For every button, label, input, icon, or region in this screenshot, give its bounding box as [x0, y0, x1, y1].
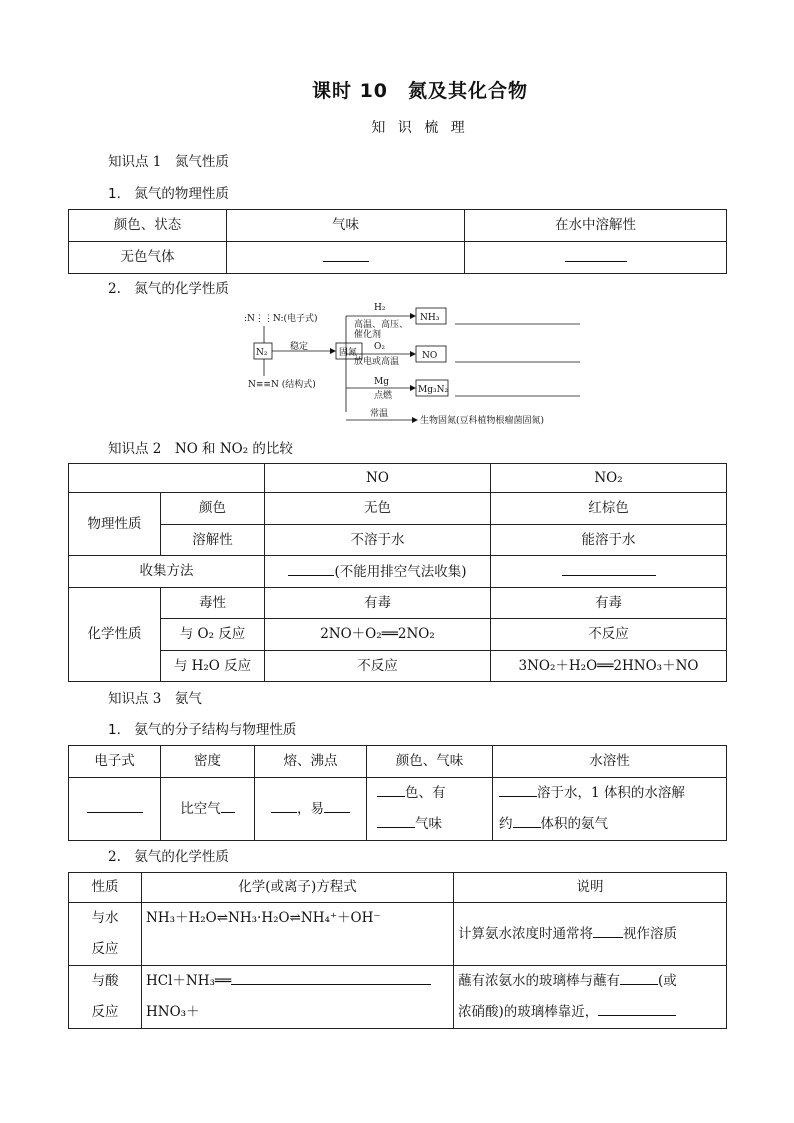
row-group-label: 物理性质 [69, 493, 161, 556]
row-label: 毒性 [161, 588, 265, 619]
header-cell: 性质 [69, 873, 142, 903]
cell-text: 比空气 [180, 801, 221, 818]
header-cell: 熔、沸点 [255, 746, 367, 778]
no-label: NO [422, 351, 438, 361]
cell-text: 色、有 [405, 785, 446, 801]
cell-text: 溶于水，1 体积的水溶解 [537, 785, 685, 801]
cell: 红棕色 [491, 493, 727, 525]
cell-text: HCl＋NH₃══ [146, 973, 232, 989]
cell-text: 约 [499, 816, 513, 832]
blank-cell[interactable] [69, 778, 161, 841]
cell: 不溶于水 [265, 525, 491, 556]
cell-text: HNO₃＋ [146, 1004, 200, 1020]
mg-label: Mg [374, 377, 389, 387]
n2-label: N₂ [256, 348, 268, 358]
header-cell: 颜色、气味 [367, 746, 493, 778]
blank-cell[interactable] [491, 556, 727, 588]
section-subtitle: 知 识 梳 理 [371, 120, 469, 136]
kp3-s1: 1. 氨气的分子结构与物理性质 [108, 722, 297, 738]
header-cell: 水溶性 [493, 746, 727, 778]
cell: 2NO＋O₂══2NO₂ [265, 619, 491, 651]
cell: 有毒 [491, 588, 727, 619]
row-label: 溶解性 [161, 525, 265, 556]
header-cell: 密度 [161, 746, 255, 778]
cell-text: 视作溶质 [623, 926, 677, 943]
header-cell: NO₂ [491, 464, 727, 493]
o2-cond: 放电或高温 [354, 357, 400, 367]
cell: 3NO₂＋H₂O══2HNO₃＋NO [491, 651, 727, 682]
mg-cond: 点燃 [374, 391, 393, 401]
row-label: 与 O₂ 反应 [161, 619, 265, 651]
o2-label: O₂ [374, 342, 385, 352]
density-cell[interactable] [161, 778, 255, 841]
arrowhead [410, 385, 416, 391]
kp3-s2: 2. 氨气的化学性质 [108, 849, 229, 865]
cell-text: 浓硝酸)的玻璃棒靠近， [458, 1004, 599, 1020]
equation-cell[interactable] [142, 966, 454, 1029]
empty-cell [69, 464, 265, 493]
row-label: 与 H₂O 反应 [161, 651, 265, 682]
row-label: 颜色 [161, 493, 265, 525]
kp1-s1: 1. 氮气的物理性质 [108, 186, 229, 202]
cell: 不反应 [265, 651, 491, 682]
cell-text: 体积的氨气 [540, 816, 608, 832]
row-label [69, 966, 142, 1029]
electron-formula: :N⋮⋮N:(电子式) [244, 314, 318, 324]
n2-chemistry-diagram [240, 300, 590, 430]
label-line: 与水 [91, 910, 119, 926]
h2-label: H₂ [374, 303, 386, 313]
note-cell[interactable] [454, 903, 727, 966]
kp3-heading: 知识点 3 氨气 [108, 691, 202, 707]
cell-state: 无色气体 [69, 242, 227, 274]
label-line: 与酸 [91, 973, 119, 989]
n2-physical-table [68, 209, 727, 274]
cell: 无色 [265, 493, 491, 525]
arrowhead [330, 348, 336, 354]
cell-text: 气味 [415, 816, 442, 832]
header-cell: 化学(或离子)方程式 [142, 873, 454, 903]
row-label [69, 903, 142, 966]
kp1-s2: 2. 氮气的化学性质 [108, 281, 229, 297]
stable-label: 稳定 [290, 342, 309, 352]
header-cell: 颜色、状态 [69, 210, 227, 242]
arrowhead [412, 417, 418, 423]
color-cell[interactable] [367, 778, 493, 841]
mg3n2-label: Mg₃N₂ [418, 385, 449, 395]
bio-label: 生物固氮(豆科植物根瘤菌固氮) [420, 416, 545, 426]
cell-text: 计算氨水浓度时通常将 [458, 926, 593, 943]
structural-formula: N≡≡N (结构式) [248, 380, 316, 390]
header-cell: 在水中溶解性 [465, 210, 727, 242]
cell-text: ，易 [297, 801, 324, 818]
row-group-label: 化学性质 [69, 588, 161, 682]
page-title: 课时 10 氮及其化合物 [311, 80, 529, 102]
row-label: 收集方法 [69, 556, 265, 588]
h2-cond2: 催化剂 [354, 330, 382, 340]
header-cell: 气味 [227, 210, 465, 242]
nh3-physical-table [68, 745, 727, 841]
normal-label: 常温 [370, 409, 389, 419]
label-line: 反应 [91, 1004, 119, 1020]
blank-cell[interactable] [465, 242, 727, 274]
kp1-heading: 知识点 1 氮气性质 [108, 154, 229, 170]
cell-text: (或 [658, 973, 677, 989]
solubility-cell[interactable] [493, 778, 727, 841]
fix-label: 固氮 [339, 348, 358, 358]
header-cell: NO [265, 464, 491, 493]
blank-cell[interactable] [227, 242, 465, 274]
arrowhead [410, 313, 416, 319]
cell-text: (不能用排空气法收集) [334, 563, 467, 580]
header-cell: 电子式 [69, 746, 161, 778]
cell: 能溶于水 [491, 525, 727, 556]
label-line: 反应 [91, 941, 119, 957]
kp2-heading: 知识点 2 NO 和 NO₂ 的比较 [108, 441, 293, 457]
blank-cell[interactable] [265, 556, 491, 588]
note-cell[interactable] [454, 966, 727, 1029]
mp-cell[interactable] [255, 778, 367, 841]
header-cell: 说明 [454, 873, 727, 903]
h2-cond1: 高温、高压、 [354, 320, 409, 330]
cell: 不反应 [491, 619, 727, 651]
no-no2-table [68, 463, 727, 682]
arrowhead [410, 351, 416, 357]
nh3-label: NH₃ [420, 313, 440, 323]
cell: 有毒 [265, 588, 491, 619]
nh3-chemical-table [68, 872, 727, 1029]
cell-text: 蘸有浓氨水的玻璃棒与蘸有 [458, 973, 620, 989]
equation-cell: NH₃＋H₂O⇌NH₃·H₂O⇌NH₄⁺＋OH⁻ [142, 903, 454, 966]
